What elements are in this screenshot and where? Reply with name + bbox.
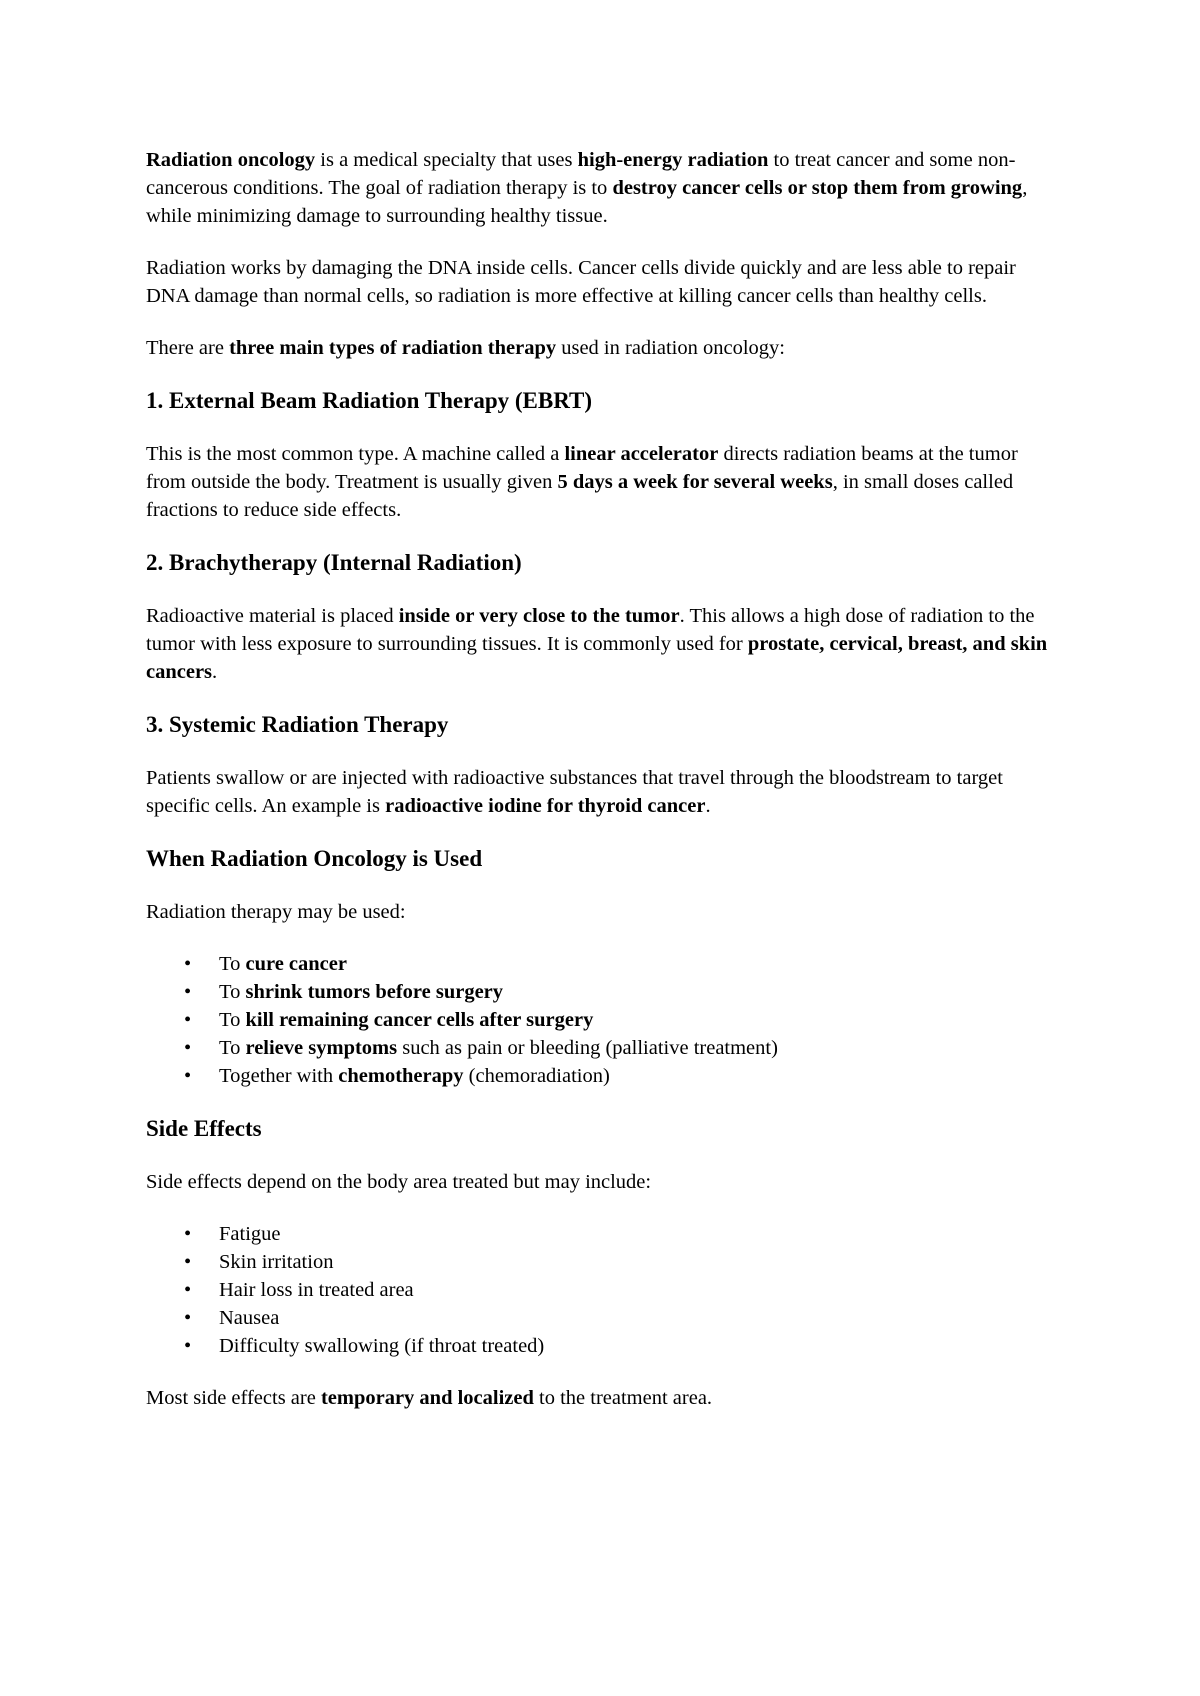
- bold-text: prostate, cervical, breast, and skin cancers: [146, 633, 1048, 683]
- text-run: is a medical specialty that uses: [315, 149, 578, 171]
- systemic-paragraph: [146, 764, 1060, 820]
- text-run: Together with: [219, 1065, 339, 1087]
- section-heading-ebrt: 1. External Beam Radiation Therapy (EBRT): [146, 388, 593, 413]
- text-run: To: [219, 953, 246, 975]
- list-item: [146, 950, 1060, 978]
- text-run: Skin irritation: [219, 1251, 334, 1273]
- text-run: (chemoradiation): [463, 1065, 610, 1087]
- text-run: , while minimizing damage to surrounding healthy tissue.: [146, 177, 1028, 227]
- bold-text: Radiation oncology: [146, 149, 316, 171]
- list-item: [146, 1006, 1060, 1034]
- bold-text: 5 days a week for several weeks: [557, 471, 833, 493]
- text-run: To: [219, 981, 246, 1003]
- bold-text: destroy cancer cells or stop them from growing: [612, 177, 1023, 199]
- bold-text: kill remaining cancer cells after surgery: [245, 1009, 594, 1031]
- bold-text: radioactive iodine for thyroid cancer: [385, 795, 706, 817]
- text-run: Radiation works by damaging the DNA inside cells. Cancer cells divide quickly and are less able to repair DNA damage than normal cells, so radiation is more effective at killing cancer cells than healthy cells.: [146, 257, 1016, 307]
- bullet-icon: •: [184, 1335, 192, 1357]
- list-item: [146, 1220, 1060, 1248]
- text-run: To: [219, 1009, 246, 1031]
- bold-text: high-energy radiation: [577, 149, 769, 171]
- list-item: [146, 1062, 1060, 1090]
- bold-text: linear accelerator: [564, 443, 719, 465]
- text-run: used in radiation oncology:: [556, 337, 785, 359]
- text-run: .: [705, 795, 711, 817]
- section-heading-side-effects: Side Effects: [146, 1116, 262, 1141]
- when-used-list: [146, 950, 1060, 1090]
- side-effects-list: [146, 1220, 1060, 1360]
- bold-text: temporary and localized: [320, 1387, 534, 1409]
- list-item: [146, 978, 1060, 1006]
- bullet-icon: •: [184, 1251, 192, 1273]
- text-run: This is the most common type. A machine called a: [146, 443, 565, 465]
- text-run: Fatigue: [219, 1223, 281, 1245]
- section-heading-brachytherapy: 2. Brachytherapy (Internal Radiation): [146, 550, 522, 575]
- bold-text: inside or very close to the tumor: [398, 605, 680, 627]
- bullet-icon: •: [184, 1223, 192, 1245]
- text-run: Hair loss in treated area: [219, 1279, 414, 1301]
- list-item: [146, 1034, 1060, 1062]
- text-run: , in small doses called fractions to reduce side effects.: [146, 471, 1014, 521]
- bullet-icon: •: [184, 1009, 192, 1031]
- brachytherapy-paragraph: [146, 602, 1060, 686]
- intro-paragraph: [146, 334, 1060, 362]
- list-item: [146, 1248, 1060, 1276]
- bullet-icon: •: [184, 1307, 192, 1329]
- bold-text: relieve symptoms: [245, 1037, 398, 1059]
- text-run: such as pain or bleeding (palliative treatment): [397, 1037, 778, 1059]
- side-effects-intro: Side effects depend on the body area treated but may include:: [146, 1171, 652, 1193]
- text-run: Nausea: [219, 1307, 280, 1329]
- section-heading-when-used: When Radiation Oncology is Used: [146, 846, 483, 871]
- bold-text: chemotherapy: [338, 1065, 464, 1087]
- text-run: To: [219, 1037, 246, 1059]
- bullet-icon: •: [184, 1065, 192, 1087]
- bold-text: three main types of radiation therapy: [229, 337, 557, 359]
- text-run: Patients swallow or are injected with radioactive substances that travel through the bloodstream to target specific cells. An example is: [146, 767, 1003, 817]
- text-run: Difficulty swallowing (if throat treated): [219, 1335, 545, 1357]
- section-heading-systemic: 3. Systemic Radiation Therapy: [146, 712, 449, 737]
- intro-paragraph: [146, 146, 1060, 230]
- text-run: .: [212, 661, 218, 683]
- text-run: to the treatment area.: [533, 1387, 713, 1409]
- text-run: Radioactive material is placed: [146, 605, 399, 627]
- side-effects-closing: [146, 1384, 1060, 1412]
- bullet-icon: •: [184, 1037, 192, 1059]
- when-used-intro: Radiation therapy may be used:: [146, 901, 406, 923]
- bullet-icon: •: [184, 1279, 192, 1301]
- text-run: Most side effects are: [146, 1387, 321, 1409]
- bold-text: cure cancer: [245, 953, 347, 975]
- text-run: . This allows a high dose of radiation to the tumor with less exposure to surrounding tissues. It is commonly used for: [146, 605, 1035, 655]
- text-run: to treat cancer and some non-cancerous conditions. The goal of radiation therapy is to: [146, 149, 1016, 199]
- list-item: [146, 1276, 1060, 1304]
- text-run: There are: [146, 337, 230, 359]
- ebrt-paragraph: [146, 440, 1060, 524]
- text-run: directs radiation beams at the tumor from outside the body. Treatment is usually given: [146, 443, 1018, 493]
- bullet-icon: •: [184, 953, 192, 975]
- bold-text: shrink tumors before surgery: [245, 981, 504, 1003]
- list-item: [146, 1304, 1060, 1332]
- intro-paragraph: [146, 254, 1060, 310]
- bullet-icon: •: [184, 981, 192, 1003]
- list-item: [146, 1332, 1060, 1360]
